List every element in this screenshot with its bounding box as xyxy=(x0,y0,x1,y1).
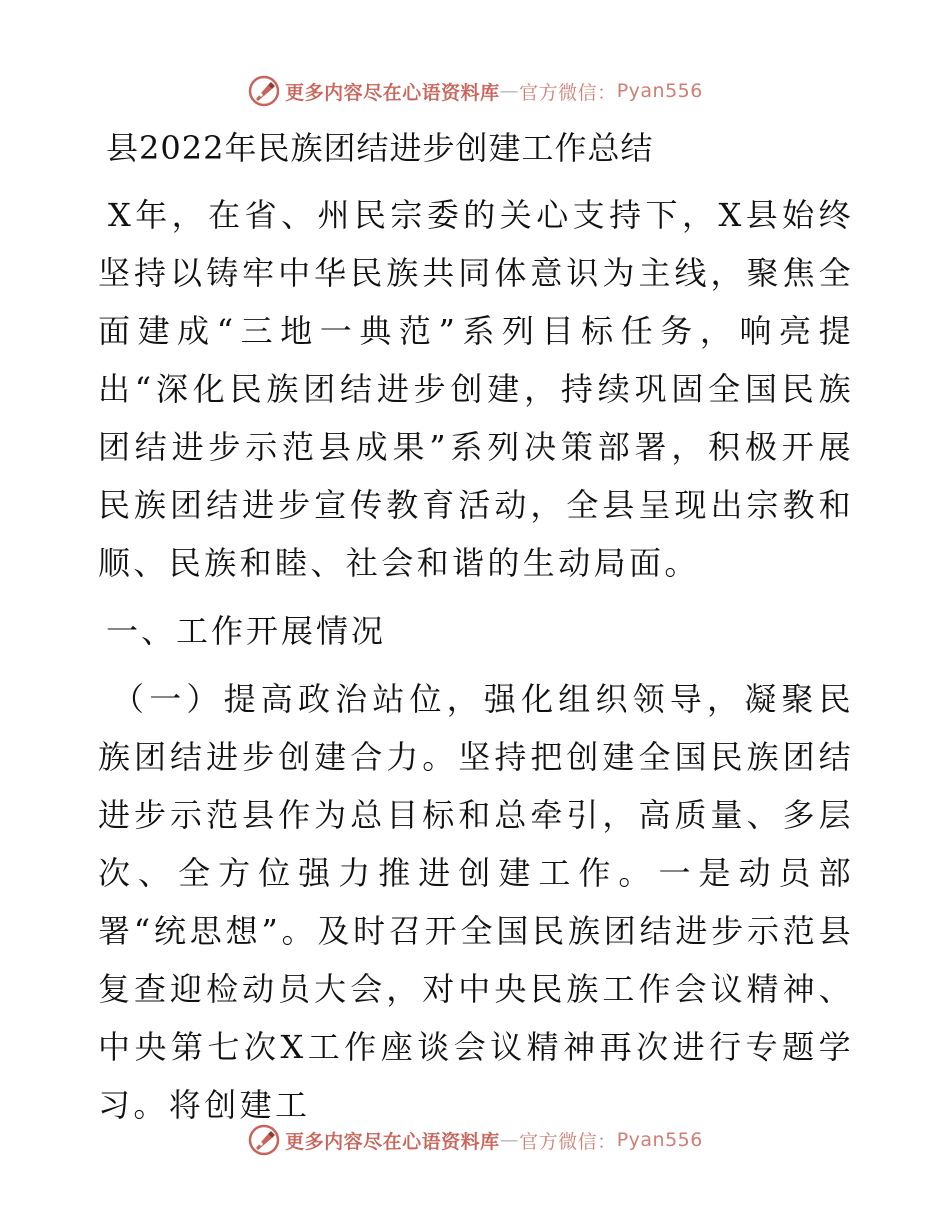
watermark-header xyxy=(0,71,950,111)
watermark-separator: — xyxy=(499,1129,520,1151)
watermark-footer xyxy=(0,1120,950,1160)
document-body xyxy=(98,128,854,1144)
watermark-wechat-label: 官方微信： xyxy=(519,81,617,104)
watermark-wechat-id: Pyan556 xyxy=(616,1129,703,1151)
watermark-separator: — xyxy=(499,80,520,102)
pen-nib-logo-icon xyxy=(247,74,281,108)
watermark-wechat-id: Pyan556 xyxy=(616,80,703,102)
watermark-main-text: 更多内容尽在心语资料库 xyxy=(285,81,500,104)
subsection-paragraph: （一）提高政治站位，强化组织领导，凝聚民族团结进步创建合力。坚持把创建全国民族团结进步示范县作为总目标和总牵引，高质量、多层次、全方位强力推进创建工作。一是动员部署“统思想”。及时召开全国民族团结进步示范县复查迎检动员大会，对中央民族工作会议精神、中央第七次X工作座谈会议精神再次进行专题学习。将创建工 xyxy=(98,680,854,1124)
document-title: 县2022年民族团结进步创建工作总结 xyxy=(106,129,654,167)
watermark-wechat-label: 官方微信： xyxy=(519,1130,617,1153)
watermark-main-text: 更多内容尽在心语资料库 xyxy=(285,1130,500,1153)
section-heading: 一、工作开展情况 xyxy=(106,612,387,650)
pen-nib-logo-icon xyxy=(247,1123,281,1157)
intro-paragraph: X年，在省、州民宗委的关心支持下，X县始终坚持以铸牢中华民族共同体意识为主线，聚焦全面建成“三地一典范”系列目标任务，响亮提出“深化民族团结进步创建，持续巩固全国民族团结进步示范县成果”系列决策部署，积极开展民族团结进步宣传教育活动，全县呈现出宗教和顺、民族和睦、社会和谐的生动局面。 xyxy=(98,196,854,582)
